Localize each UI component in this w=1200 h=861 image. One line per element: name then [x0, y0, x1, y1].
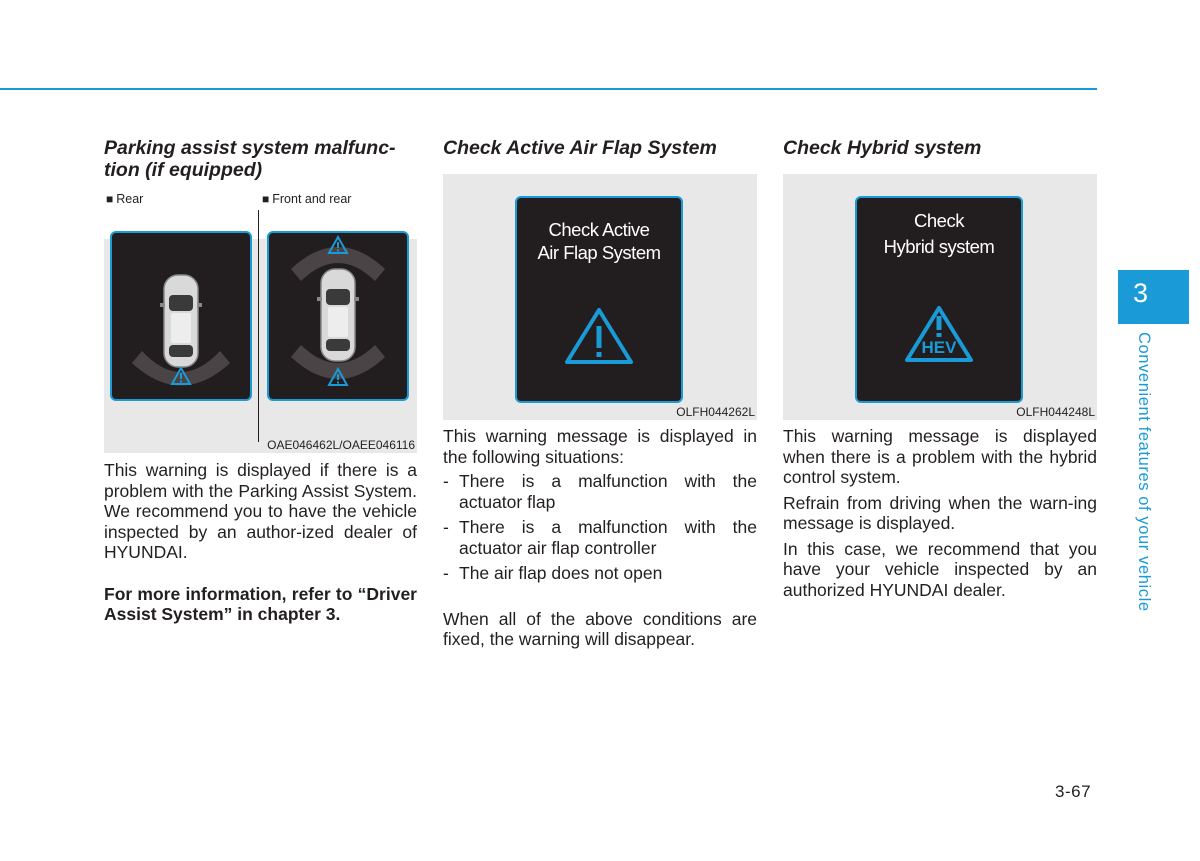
- heading-line-1: Parking assist system malfunc-: [104, 137, 396, 159]
- air-flap-outro: When all of the above conditions are fixed, the warning will disappear.: [443, 608, 757, 649]
- figure-code: OLFH044248L: [1016, 405, 1095, 419]
- column-parking-assist: [104, 137, 417, 625]
- hybrid-para-1: This warning message is displayed when there is a problem with the hybrid control system.: [783, 426, 1097, 487]
- hybrid-warning-display: [855, 196, 1023, 403]
- front-rear-sensor-diagram: [269, 233, 407, 399]
- section-heading: Check Hybrid system: [783, 137, 982, 159]
- chapter-number: 3: [1132, 278, 1149, 308]
- heading-line-2: tion (if equipped): [104, 159, 263, 181]
- hybrid-para-3: In this case, we recommend that you have your vehicle inspected by an authorized HYUNDAI dealer.: [783, 538, 1097, 600]
- column-hybrid: [783, 137, 1097, 600]
- screen-line-2: Hybrid system: [883, 236, 995, 257]
- chapter-tab: [1118, 270, 1189, 324]
- screen-line-1: Check Active: [548, 219, 650, 240]
- car-icon: [160, 275, 202, 367]
- air-flap-intro: This warning message is displayed in the following situations:: [443, 426, 757, 467]
- section-heading: [104, 137, 417, 181]
- air-flap-warning-display: [515, 196, 683, 403]
- list-item: - There is a malfunction with the actuator flap: [443, 471, 757, 512]
- screen-line-1: Check: [914, 210, 964, 231]
- front-rear-sensor-display: [267, 231, 409, 401]
- hybrid-para-2: Refrain from driving when the warn-ing message is displayed.: [783, 492, 1097, 533]
- air-flap-conditions: [443, 471, 757, 584]
- section-heading: Check Active Air Flap System: [443, 137, 717, 159]
- panel-label-rear: ■ Rear: [106, 192, 144, 206]
- chapter-title: Convenient features of your vehicle: [1135, 332, 1153, 612]
- figure-code: OLFH044262L: [676, 405, 755, 419]
- car-icon: [317, 269, 359, 361]
- column-air-flap: [443, 137, 757, 650]
- more-info-note: For more information, refer to “Driver Assist System” in chapter 3.: [104, 583, 417, 624]
- list-item: - The air flap does not open: [443, 563, 663, 583]
- rear-sensor-diagram: [112, 233, 250, 399]
- page-number: 3-67: [1055, 782, 1092, 801]
- panel-divider: [258, 210, 259, 442]
- list-item: - There is a malfunction with the actuator air flap controller: [443, 517, 757, 558]
- panel-label-front-rear: ■ Front and rear: [262, 192, 352, 206]
- screen-line-2: Air Flap System: [537, 242, 661, 263]
- rear-sensor-display: [110, 231, 252, 401]
- parking-assist-description: This warning is displayed if there is a problem with the Parking Assist System. We recommend you to have the vehicle inspected by an author-ized dealer of HYUNDAI.: [104, 460, 417, 562]
- warning-icon: [563, 306, 635, 366]
- hybrid-figure: [783, 174, 1097, 420]
- top-rule: [0, 88, 1097, 90]
- hev-label: HEV: [921, 338, 957, 357]
- figure-code: OAE046462L/OAEE046116: [267, 438, 415, 452]
- air-flap-figure: [443, 174, 757, 420]
- parking-assist-figure: [104, 188, 417, 453]
